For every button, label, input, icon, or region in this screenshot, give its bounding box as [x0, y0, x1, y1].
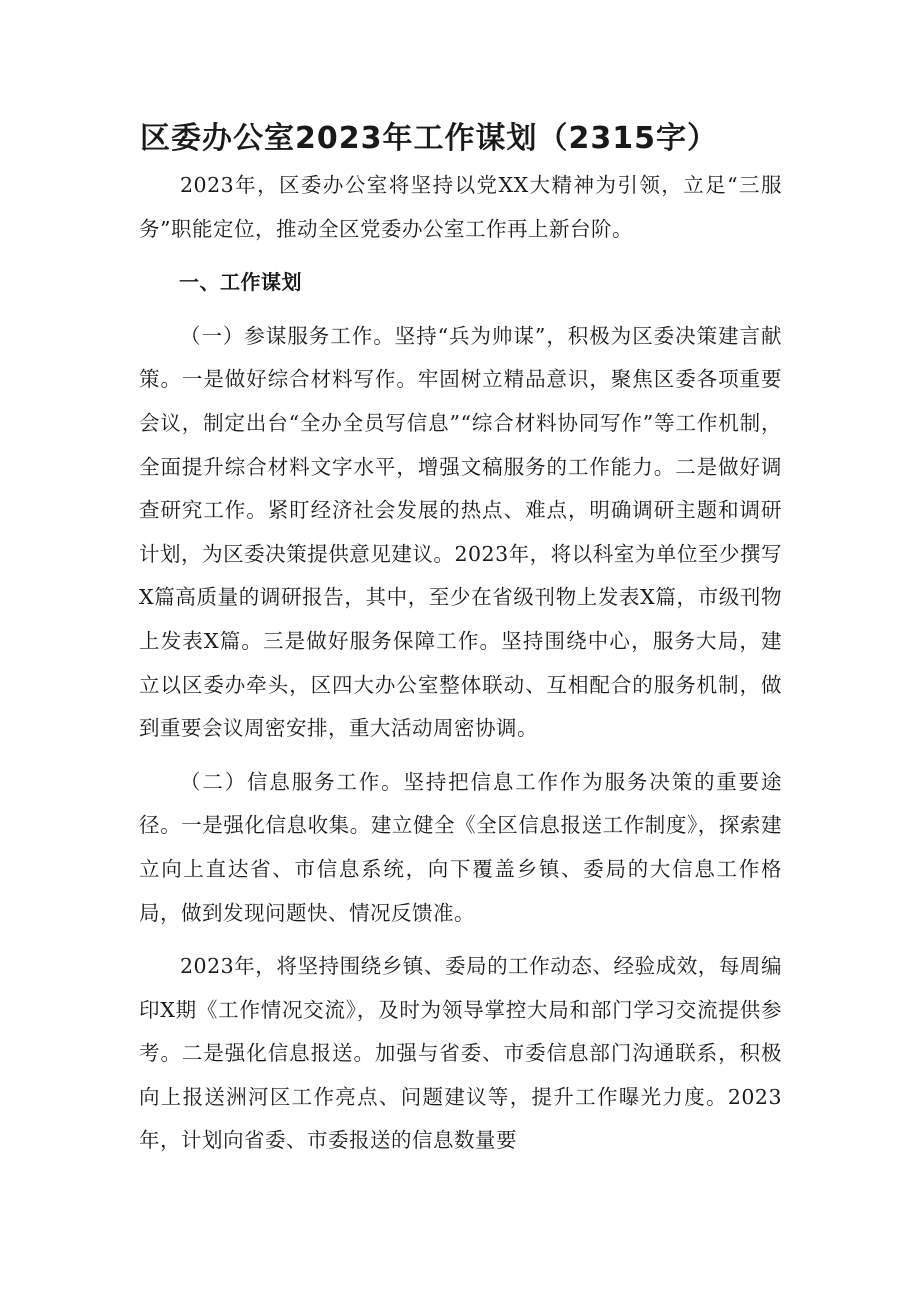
intro-paragraph: 2023年，区委办公室将坚持以党XX大精神为引领，立足“三服务”职能定位，推动全区党委办公室工作再上新台阶。 — [139, 173, 782, 241]
paragraph-advisory-service: （一）参谋服务工作。坚持“兵为帅谋”，积极为区委决策建言献策。一是做好综合材料写作。牢固树立精品意识，聚焦区委各项重要会议，制定出台“全办全员写信息”“综合材料协同写作”等工作机制，全面提升综合材料文字水平，增强文稿服务的工作能力。二是做好调查研究工作。紧盯经济社会发展的热点、难点，明确调研主题和调研计划，为区委决策提供意见建议。2023年，将以科室为单位至少撰写X篇高质量的调研报告，其中，至少在省级刊物上发表X篇，市级刊物上发表X篇。三是做好服务保障工作。坚持围绕中心，服务大局，建立以区委办牵头，区四大办公室整体联动、互相配合的服务机制，做到重要会议周密安排，重大活动周密协调。 — [139, 323, 782, 741]
document-body — [139, 164, 782, 1163]
section-heading: 一、工作谋划 — [179, 270, 302, 295]
paragraph-spacer — [139, 751, 782, 761]
paragraph-spacer — [139, 935, 782, 945]
paragraph-information-continued: 2023年，将坚持围绕乡镇、委局的工作动态、经验成效，每周编印X期《工作情况交流》，及时为领导掌控大局和部门学习交流提供参考。二是强化信息报送。加强与省委、市委信息部门沟通联系，积极向上报送洲河区工作亮点、问题建议等，提升工作曝光力度。2023年，计划向省委、市委报送的信息数量要 — [139, 954, 782, 1153]
paragraph-information-service: （二）信息服务工作。坚持把信息工作作为服务决策的重要途径。一是强化信息收集。建立健全《全区信息报送工作制度》，探索建立向上直达省、市信息系统，向下覆盖乡镇、委局的大信息工作格局，做到发现问题快、情况反馈准。 — [139, 769, 782, 925]
paragraph-spacer — [139, 305, 782, 315]
paragraph-spacer — [139, 251, 782, 261]
document-title: 区委办公室2023年工作谋划（2315字） — [140, 121, 718, 156]
